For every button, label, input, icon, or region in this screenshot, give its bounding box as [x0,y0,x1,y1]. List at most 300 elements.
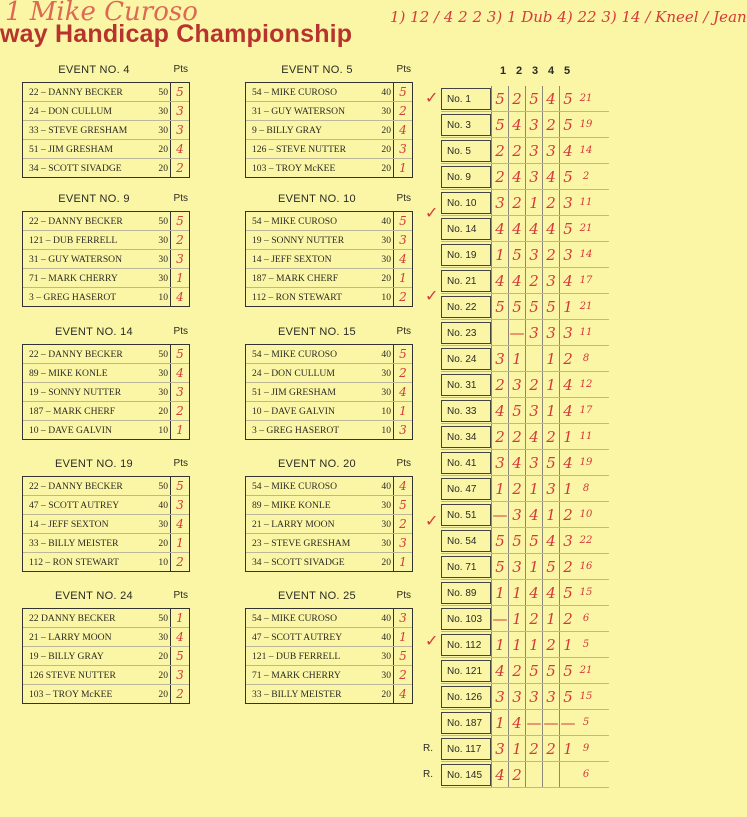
player-points: 30 [381,253,391,265]
score-cell[interactable]: 1 [559,424,576,449]
handwritten-mark[interactable]: 1 [393,628,412,646]
score-cell[interactable]: 5 [559,216,576,241]
player-points: 30 [158,386,168,398]
score-cell[interactable]: 5 [491,528,508,553]
handwritten-mark[interactable]: 1 [170,421,189,439]
score-cell[interactable]: 3 [542,138,559,163]
score-cell[interactable]: 3 [559,528,576,553]
score-cell[interactable] [542,762,559,787]
player-name: 23 – STEVE GRESHAM [252,537,351,549]
player-points: 50 [158,480,168,492]
score-row [441,710,609,736]
event-row [23,269,189,288]
handwritten-mark[interactable]: 5 [170,83,189,101]
player-name: 33 – STEVE GRESHAM [29,124,128,136]
score-cell[interactable]: — [525,710,542,735]
event-row [23,666,189,685]
event-title: EVENT NO. 15 [278,326,356,338]
player-name: 47 – SCOTT AUTREY [252,631,343,643]
score-cell[interactable]: 1 [542,372,559,397]
event-block [22,590,190,704]
score-cell[interactable]: 1 [542,346,559,371]
player-name: 19 – SONNY NUTTER [29,386,122,398]
player-points: 40 [381,631,391,643]
event-row [23,496,189,515]
score-cell[interactable]: 2 [559,554,576,579]
handwritten-mark[interactable]: 2 [393,515,412,533]
score-cell[interactable]: 3 [491,684,508,709]
score-total: 9 [582,743,590,754]
player-name: 187 – MARK CHERF [29,405,116,417]
score-grid [423,65,609,788]
score-row [423,762,609,788]
entry-number: No. 121 [441,660,491,682]
event-table [22,476,190,572]
player-name: 31 – GUY WATERSON [29,253,123,265]
handwritten-mark[interactable]: 4 [170,288,189,306]
score-total: 14 [579,145,593,156]
entry-number: No. 41 [441,452,491,474]
event-row [246,121,412,140]
handwritten-mark[interactable]: 5 [170,647,189,665]
score-cell[interactable]: 3 [508,684,525,709]
handwritten-mark[interactable]: 5 [393,83,412,101]
event-row [246,421,412,439]
handwritten-notes: 1) 12 / 4 2 2 3) 1 Dub 4) 22 3) 14 / Kneel / Jean [390,8,747,26]
score-cell[interactable]: — [559,710,576,735]
score-cell[interactable]: 4 [491,268,508,293]
score-total: 11 [579,431,593,442]
score-cell[interactable]: 2 [525,372,542,397]
player-points: 50 [158,612,168,624]
handwritten-mark[interactable]: 5 [393,345,412,363]
handwritten-mark[interactable]: 5 [170,212,189,230]
score-cell[interactable]: 3 [559,320,576,345]
score-row [441,216,609,242]
event-header [22,193,190,211]
pts-label: Pts [396,590,411,601]
pts-label: Pts [173,193,188,204]
score-cell[interactable]: 2 [508,476,525,501]
score-cell[interactable] [559,762,576,787]
handwritten-mark[interactable]: 2 [393,666,412,684]
entry-number: No. 33 [441,400,491,422]
pts-label: Pts [396,458,411,469]
handwritten-mark[interactable]: 3 [393,140,412,158]
score-cell[interactable]: 5 [559,86,576,111]
score-row [441,268,609,294]
score-cell[interactable]: 4 [542,86,559,111]
score-cell[interactable]: 2 [525,736,542,761]
player-points: 40 [381,612,391,624]
score-cell[interactable]: 1 [542,606,559,631]
event-block [22,326,190,440]
handwritten-mark[interactable]: 3 [170,102,189,120]
player-name: 103 – TROY McKEE [29,688,113,700]
score-cell[interactable]: 2 [559,502,576,527]
handwritten-mark[interactable]: 1 [170,269,189,287]
event-table [245,211,413,307]
handwritten-mark[interactable]: 4 [170,515,189,533]
score-cell[interactable]: 4 [525,424,542,449]
score-cell[interactable]: 3 [525,398,542,423]
handwritten-mark[interactable]: 5 [393,212,412,230]
score-cell[interactable]: 3 [542,268,559,293]
score-cell[interactable]: 3 [491,450,508,475]
player-points: 20 [158,669,168,681]
score-cell[interactable]: 1 [508,346,525,371]
score-cell[interactable]: 4 [525,580,542,605]
player-points: 20 [381,143,391,155]
score-cell[interactable]: 1 [525,554,542,579]
score-total: 17 [579,275,593,286]
event-row [23,231,189,250]
score-cell[interactable]: 4 [559,372,576,397]
score-cell[interactable]: 1 [508,736,525,761]
handwritten-mark[interactable]: 4 [170,628,189,646]
handwritten-mark[interactable]: 2 [170,685,189,703]
event-header [22,326,190,344]
player-name: 187 – MARK CHERF [252,272,339,284]
score-cell[interactable]: 3 [508,502,525,527]
player-points: 30 [158,631,168,643]
score-total: 15 [579,691,593,702]
event-header [245,326,413,344]
entry-number: No. 112 [441,634,491,656]
score-cell[interactable]: 3 [525,320,542,345]
handwritten-mark[interactable]: 3 [393,609,412,627]
handwritten-mark[interactable]: 2 [393,288,412,306]
handwritten-mark[interactable]: 1 [393,269,412,287]
player-points: 40 [381,480,391,492]
event-row [23,159,189,177]
event-row [246,515,412,534]
score-cell[interactable]: 3 [525,138,542,163]
score-cell[interactable]: 4 [491,762,508,787]
score-cell[interactable]: 4 [525,216,542,241]
player-points: 10 [381,424,391,436]
event-row [23,515,189,534]
handwritten-mark[interactable]: 5 [393,647,412,665]
handwritten-mark[interactable]: 1 [170,534,189,552]
score-cell[interactable]: 5 [559,658,576,683]
score-column-number: 5 [563,65,571,77]
score-cell[interactable]: 2 [508,762,525,787]
score-cell[interactable]: 5 [559,112,576,137]
score-cell[interactable]: 2 [542,736,559,761]
score-cell[interactable]: — [491,502,508,527]
handwritten-mark[interactable]: 4 [393,477,412,495]
score-cell[interactable]: 5 [559,164,576,189]
player-name: 112 – RON STEWART [252,291,342,303]
score-cell[interactable]: 1 [525,476,542,501]
player-name: 22 – DANNY BECKER [29,215,123,227]
score-cell[interactable]: 2 [508,138,525,163]
score-cell[interactable]: 4 [508,710,525,735]
score-cell[interactable] [525,346,542,371]
score-cell[interactable]: 4 [508,450,525,475]
score-total: 21 [579,223,593,234]
reserve-marker: R. [423,769,433,780]
event-title: EVENT NO. 5 [281,64,353,76]
score-cell[interactable]: 2 [542,632,559,657]
handwritten-mark[interactable]: 2 [170,402,189,420]
score-cell[interactable]: 4 [491,398,508,423]
event-table [22,82,190,178]
handwritten-mark[interactable]: 4 [170,140,189,158]
score-cell[interactable]: 2 [508,86,525,111]
player-name: 22 – DANNY BECKER [29,480,123,492]
score-cell[interactable]: 1 [525,190,542,215]
handwritten-mark[interactable]: 4 [393,121,412,139]
score-cell[interactable]: 2 [491,164,508,189]
score-cell[interactable]: 5 [542,554,559,579]
score-cell[interactable]: 3 [525,242,542,267]
handwritten-mark[interactable]: 3 [170,496,189,514]
score-cell[interactable]: 1 [491,580,508,605]
score-cell[interactable]: 5 [542,450,559,475]
score-cell[interactable]: 4 [508,216,525,241]
handwritten-mark[interactable]: 2 [393,102,412,120]
player-points: 30 [381,650,391,662]
score-row [441,346,609,372]
handwritten-mark[interactable]: 5 [170,477,189,495]
player-points: 20 [158,405,168,417]
score-cell[interactable]: 1 [508,632,525,657]
score-cell[interactable]: 3 [491,190,508,215]
handwritten-mark[interactable]: 4 [393,685,412,703]
score-cell[interactable]: 2 [491,372,508,397]
score-cell[interactable] [491,320,508,345]
score-cell[interactable]: 1 [525,632,542,657]
event-table [22,608,190,704]
score-cell[interactable]: 5 [508,242,525,267]
score-cell[interactable]: 3 [525,112,542,137]
score-row [441,580,609,606]
player-points: 30 [158,234,168,246]
score-cell[interactable]: 2 [508,424,525,449]
score-cell[interactable]: 5 [525,86,542,111]
score-cell[interactable]: 2 [525,606,542,631]
handwritten-mark[interactable]: 2 [393,364,412,382]
check-mark: ✓ [425,203,439,222]
score-row [441,450,609,476]
score-row [441,658,609,684]
score-cell[interactable]: 1 [491,476,508,501]
entry-number: No. 31 [441,374,491,396]
score-cell[interactable]: 4 [559,138,576,163]
event-table [22,211,190,307]
check-mark: ✓ [425,631,439,650]
score-cell[interactable]: 5 [559,684,576,709]
event-row [246,496,412,515]
handwritten-mark[interactable]: 4 [393,250,412,268]
handwritten-mark[interactable]: 3 [170,121,189,139]
score-cell[interactable]: 3 [542,684,559,709]
event-row [23,477,189,496]
handwritten-mark[interactable]: 2 [170,231,189,249]
score-cell[interactable]: 5 [491,86,508,111]
score-cell[interactable]: 2 [525,268,542,293]
player-name: 71 – MARK CHERRY [29,272,118,284]
player-points: 10 [381,291,391,303]
score-cell[interactable]: 1 [559,294,576,319]
score-total: 6 [582,613,590,624]
score-cell[interactable]: 2 [542,190,559,215]
score-cell[interactable]: 3 [491,736,508,761]
handwritten-mark[interactable]: 3 [393,534,412,552]
score-cell[interactable]: 4 [525,502,542,527]
score-cell[interactable]: — [542,710,559,735]
score-cell[interactable]: 3 [508,372,525,397]
player-name: 121 – DUB FERRELL [29,234,118,246]
player-name: 103 – TROY McKEE [252,162,336,174]
score-cell[interactable]: 1 [542,502,559,527]
score-cell[interactable]: 3 [525,450,542,475]
score-cell[interactable]: 3 [525,164,542,189]
entry-number: No. 5 [441,140,491,162]
score-cell[interactable]: 5 [491,112,508,137]
score-cell[interactable]: 1 [508,580,525,605]
handwritten-mark[interactable]: 3 [170,383,189,401]
player-points: 20 [381,124,391,136]
score-cell[interactable]: 2 [491,138,508,163]
score-total: 6 [582,769,590,780]
player-points: 30 [158,272,168,284]
score-cell[interactable]: 2 [508,190,525,215]
score-cell[interactable]: — [508,320,525,345]
score-cell[interactable]: 2 [491,424,508,449]
event-row [246,288,412,306]
score-cell[interactable]: 4 [508,164,525,189]
score-cell[interactable]: 3 [491,346,508,371]
score-cell[interactable]: 1 [559,632,576,657]
event-header [22,64,190,82]
score-cell[interactable]: 1 [491,632,508,657]
score-cell[interactable]: 3 [559,190,576,215]
score-row [441,112,609,138]
handwritten-mark[interactable]: 4 [393,383,412,401]
score-cell[interactable]: 4 [542,528,559,553]
event-row [23,383,189,402]
handwritten-mark[interactable]: 1 [393,402,412,420]
score-cell[interactable]: 2 [508,658,525,683]
score-total: 10 [579,509,593,520]
score-cell[interactable]: 5 [542,294,559,319]
score-cell[interactable]: 3 [525,684,542,709]
handwritten-mark[interactable]: 3 [170,250,189,268]
score-cell[interactable]: 2 [542,424,559,449]
event-title: EVENT NO. 19 [55,458,133,470]
score-cell[interactable]: 3 [542,320,559,345]
score-cell[interactable]: 4 [542,216,559,241]
score-cell[interactable]: 4 [508,112,525,137]
score-total: 14 [579,249,593,260]
score-total: 2 [582,171,590,182]
handwritten-mark[interactable]: 1 [170,609,189,627]
score-cell[interactable]: 5 [508,528,525,553]
score-cell[interactable]: 5 [491,294,508,319]
entry-number: No. 89 [441,582,491,604]
handwritten-mark[interactable]: 3 [393,231,412,249]
event-table [245,82,413,178]
score-row [423,736,609,762]
handwritten-mark[interactable]: 5 [393,496,412,514]
score-cell[interactable]: 5 [525,294,542,319]
score-cell[interactable]: 4 [542,164,559,189]
handwritten-mark[interactable]: 2 [170,159,189,177]
handwritten-mark[interactable]: 5 [170,345,189,363]
score-cell[interactable]: 1 [559,736,576,761]
score-cell[interactable]: 5 [559,580,576,605]
score-cell[interactable]: 2 [542,242,559,267]
handwritten-mark[interactable]: 4 [170,364,189,382]
score-cell[interactable]: 5 [525,658,542,683]
event-row [246,212,412,231]
score-cell[interactable]: 4 [559,268,576,293]
handwritten-mark[interactable]: 1 [393,159,412,177]
score-cell[interactable]: 1 [542,398,559,423]
player-points: 10 [158,556,168,568]
player-name: 3 – GREG HASEROT [29,291,117,303]
score-cell[interactable]: 5 [491,554,508,579]
check-mark: ✓ [425,511,439,530]
score-cell[interactable]: 1 [508,606,525,631]
score-cell[interactable]: 1 [491,710,508,735]
score-cell[interactable]: 5 [542,658,559,683]
score-cell[interactable]: 1 [559,476,576,501]
score-cell[interactable]: 5 [508,398,525,423]
score-cell[interactable]: 4 [491,216,508,241]
score-cell[interactable]: 4 [542,580,559,605]
score-cell[interactable]: 2 [542,112,559,137]
player-name: 33 – BILLY MEISTER [252,688,342,700]
score-total: 21 [579,301,593,312]
score-cell[interactable]: — [491,606,508,631]
player-points: 40 [381,86,391,98]
event-row [246,553,412,571]
handwritten-mark[interactable]: 1 [393,553,412,571]
score-cell[interactable]: 3 [559,242,576,267]
score-cell[interactable]: 2 [559,606,576,631]
score-cell[interactable] [525,762,542,787]
handwritten-mark[interactable]: 3 [170,666,189,684]
event-row [23,212,189,231]
score-cell[interactable]: 3 [542,476,559,501]
score-cell[interactable]: 5 [525,528,542,553]
handwritten-mark[interactable]: 2 [170,553,189,571]
event-row [23,364,189,383]
score-cell[interactable]: 2 [559,346,576,371]
pts-label: Pts [396,64,411,75]
player-name: 89 – MIKE KONLE [29,367,108,379]
score-cell[interactable]: 4 [491,658,508,683]
score-row [441,684,609,710]
score-cell[interactable]: 4 [559,398,576,423]
entry-number: No. 126 [441,686,491,708]
score-cell[interactable]: 1 [491,242,508,267]
score-cell[interactable]: 4 [508,268,525,293]
score-total: 5 [582,639,590,650]
score-cell[interactable]: 3 [508,554,525,579]
player-name: 34 – SCOTT SIVADGE [252,556,345,568]
score-row [441,632,609,658]
score-cell[interactable]: 5 [508,294,525,319]
score-cell[interactable]: 4 [559,450,576,475]
handwritten-mark[interactable]: 3 [393,421,412,439]
score-row [441,164,609,190]
entry-number: No. 22 [441,296,491,318]
